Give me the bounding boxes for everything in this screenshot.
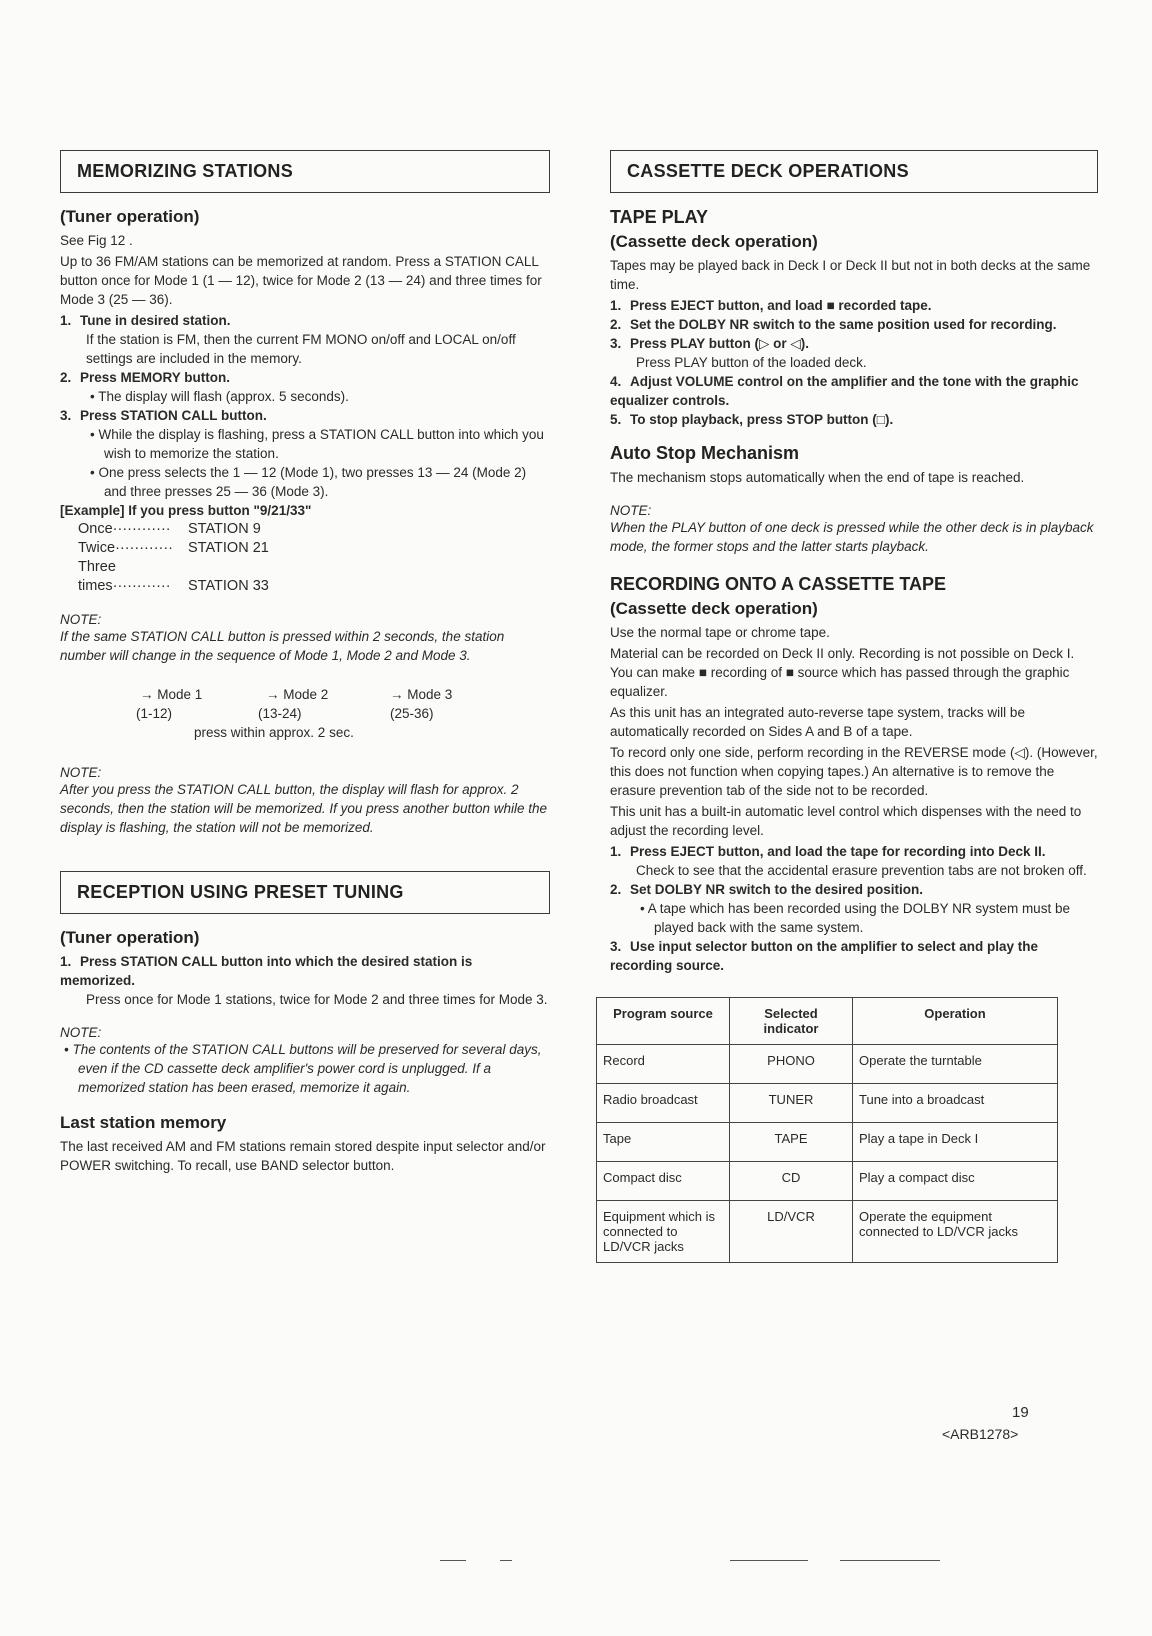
footer-rule — [500, 1560, 512, 1561]
tape-step-4: 4. Adjust VOLUME control on the amplifier and the tone with the graphic equalizer controls. — [610, 374, 1079, 408]
tape-step-5: 5. To stop playback, press STOP button (□). — [610, 412, 894, 427]
recording-step-3: 3. Use input selector button on the amplifier to select and play the recording source. — [610, 939, 1039, 973]
table-cell: TAPE — [730, 1123, 853, 1162]
recording-p4: To record only one side, perform recording in the REVERSE mode (◁). (However, this does not function when copying tapes.) An alternative is to remove the erasure prevention tab of the side not to be recorded. — [610, 745, 1098, 798]
note-body: When the PLAY button of one deck is pressed while the other deck is in playback mode, the former stops and the latter starts playback. — [610, 520, 1094, 554]
table-cell: Compact disc — [597, 1162, 730, 1201]
table-cell: Tune into a broadcast — [853, 1084, 1058, 1123]
recording-subtitle: (Cassette deck operation) — [610, 599, 818, 618]
table-cell: PHONO — [730, 1045, 853, 1084]
recording-p5: This unit has a built-in automatic level control which dispenses with the need to adjust the recording level. — [610, 804, 1082, 838]
memorizing-intro: Up to 36 FM/AM stations can be memorized at random. Press a STATION CALL button once for Mode 1 (1 — 12), twice for Mode 2 (13 — 24) and three times for Mode 3 (25 — 36). — [60, 254, 542, 307]
mode-sequence-diagram — [60, 687, 550, 747]
seq-mode-3: → Mode 3 — [390, 687, 453, 702]
tape-play-intro: Tapes may be played back in Deck I or Deck II but not in both decks at the same time. — [610, 258, 1091, 292]
auto-stop-body: The mechanism stops automatically when the end of tape is reached. — [610, 470, 1025, 485]
recording-step-1-body: Check to see that the accidental erasure prevention tabs are not broken off. — [636, 863, 1087, 878]
table-header: Selected indicator — [730, 998, 853, 1045]
page-number: 19 — [1012, 1404, 1029, 1421]
tape-step-1: 1. Press EJECT button, and load ■ recorded tape. — [610, 298, 932, 313]
reception-step-1-body: Press once for Mode 1 stations, twice for Mode 2 and three times for Mode 3. — [86, 992, 548, 1007]
note-body: • The contents of the STATION CALL buttons will be preserved for several days, even if the CD cassette deck amplifier's power cord is unplugged. If a memorized station has been erased, memorize it again. — [64, 1042, 542, 1095]
tape-step-3: 3. Press PLAY button (▷ or ◁). — [610, 336, 810, 351]
last-station-body: The last received AM and FM stations remain stored despite input selector and/or POWER switching. To recall, use BAND selector button. — [60, 1139, 546, 1173]
recording-heading: RECORDING ONTO A CASSETTE TAPE — [610, 574, 947, 594]
memorizing-step-2: 2. Press MEMORY button. — [60, 370, 231, 385]
last-station-heading: Last station memory — [60, 1113, 227, 1132]
table-header-row — [597, 998, 1058, 1045]
recording-step-2-bullet: • A tape which has been recorded using the DOLBY NR system must be played back with the same system. — [640, 901, 1070, 935]
seq-caption: press within approx. 2 sec. — [194, 725, 354, 740]
table-row — [597, 1162, 1058, 1201]
document-code: <ARB1278> — [942, 1426, 1019, 1442]
example-row-twice: Twice············ STATION 21 — [78, 540, 269, 556]
table-cell: Operate the turntable — [853, 1045, 1058, 1084]
reception-step-1: 1. Press STATION CALL button into which the desired station is memorized. — [60, 954, 473, 988]
auto-stop-heading: Auto Stop Mechanism — [610, 443, 800, 463]
seq-mode-2: → Mode 2 — [266, 687, 329, 702]
tape-play-heading: TAPE PLAY — [610, 207, 709, 227]
memorizing-step-1: 1. Tune in desired station. — [60, 313, 231, 328]
table-cell: TUNER — [730, 1084, 853, 1123]
table-cell: Radio broadcast — [597, 1084, 730, 1123]
seq-mode-1: → Mode 1 — [140, 687, 203, 702]
step-title: Press STATION CALL button. — [80, 408, 267, 423]
step-title: Tune in desired station. — [80, 313, 231, 328]
note-body: After you press the STATION CALL button, the display will flash for approx. 2 seconds, then the station will be memorized. If you press another button while the display is flashing, the station will not be memorized. — [60, 782, 548, 835]
footer-rule — [840, 1560, 940, 1561]
note-title: NOTE: — [60, 1025, 102, 1040]
reception-subtitle: (Tuner operation) — [60, 928, 200, 947]
left-column — [60, 150, 550, 1177]
footer-rule — [440, 1560, 466, 1561]
tape-step-3-body: Press PLAY button of the loaded deck. — [636, 355, 867, 370]
recording-p1: Use the normal tape or chrome tape. — [610, 625, 830, 640]
example-row-three: Three times············ STATION 33 — [78, 559, 269, 594]
example-row-once: Once············ STATION 9 — [78, 521, 261, 537]
footer-rule — [730, 1560, 808, 1561]
table-cell: CD — [730, 1162, 853, 1201]
note-title: NOTE: — [60, 612, 102, 627]
table-row — [597, 1084, 1058, 1123]
table-header: Program source — [597, 998, 730, 1045]
memorizing-stations-heading: MEMORIZING STATIONS — [60, 150, 550, 193]
tape-step-2: 2. Set the DOLBY NR switch to the same position used for recording. — [610, 317, 1057, 332]
memorizing-step-2-bullet: • The display will flash (approx. 5 seconds). — [90, 389, 349, 404]
seq-range-3: (25-36) — [390, 706, 434, 721]
recording-p2: Material can be recorded on Deck II only. Recording is not possible on Deck I. You can make ■ recording of ■ source which has passed through the graphic equalizer. — [610, 646, 1075, 699]
reception-preset-heading: RECEPTION USING PRESET TUNING — [60, 871, 550, 914]
recording-p3: As this unit has an integrated auto-reverse tape system, tracks will be automatically recorded on Sides A and B of a tape. — [610, 705, 1025, 739]
table-cell: Record — [597, 1045, 730, 1084]
program-source-table — [596, 997, 1058, 1263]
table-cell: Tape — [597, 1123, 730, 1162]
memorizing-step-3-bullet-1: • While the display is flashing, press a STATION CALL button into which you wish to memorize the station. — [90, 427, 544, 461]
table-cell: Play a compact disc — [853, 1162, 1058, 1201]
note-body: If the same STATION CALL button is pressed within 2 seconds, the station number will change in the sequence of Mode 1, Mode 2 and Mode 3. — [60, 629, 505, 663]
memorizing-step-3-bullet-2: • One press selects the 1 — 12 (Mode 1), two presses 13 — 24 (Mode 2) and three presses 25 — 36 (Mode 3). — [90, 465, 527, 499]
table-row — [597, 1045, 1058, 1084]
table-row — [597, 1201, 1058, 1263]
example-title: [Example] If you press button "9/21/33" — [60, 503, 312, 518]
memorizing-step-1-body: If the station is FM, then the current FM MONO on/off and LOCAL on/off settings are included in the memory. — [86, 332, 516, 366]
see-fig: See Fig 12 . — [60, 233, 133, 248]
table-row — [597, 1123, 1058, 1162]
table-header: Operation — [853, 998, 1058, 1045]
recording-step-2: 2. Set DOLBY NR switch to the desired position. — [610, 882, 924, 897]
tape-play-subtitle: (Cassette deck operation) — [610, 232, 818, 251]
note-title: NOTE: — [60, 765, 102, 780]
recording-step-1: 1. Press EJECT button, and load the tape for recording into Deck II. — [610, 844, 1046, 859]
table-cell: Operate the equipment connected to LD/VCR jacks — [853, 1201, 1058, 1263]
table-cell: LD/VCR — [730, 1201, 853, 1263]
note-title: NOTE: — [610, 503, 652, 518]
seq-range-2: (13-24) — [258, 706, 302, 721]
table-cell: Play a tape in Deck I — [853, 1123, 1058, 1162]
seq-range-1: (1-12) — [136, 706, 173, 721]
right-column — [603, 150, 1098, 1263]
memorizing-step-3: 3. Press STATION CALL button. — [60, 408, 267, 423]
table-cell: Equipment which is connected to LD/VCR jacks — [597, 1201, 730, 1263]
memorizing-subtitle: (Tuner operation) — [60, 207, 200, 226]
step-title: Press MEMORY button. — [80, 370, 231, 385]
cassette-deck-heading: CASSETTE DECK OPERATIONS — [610, 150, 1098, 193]
